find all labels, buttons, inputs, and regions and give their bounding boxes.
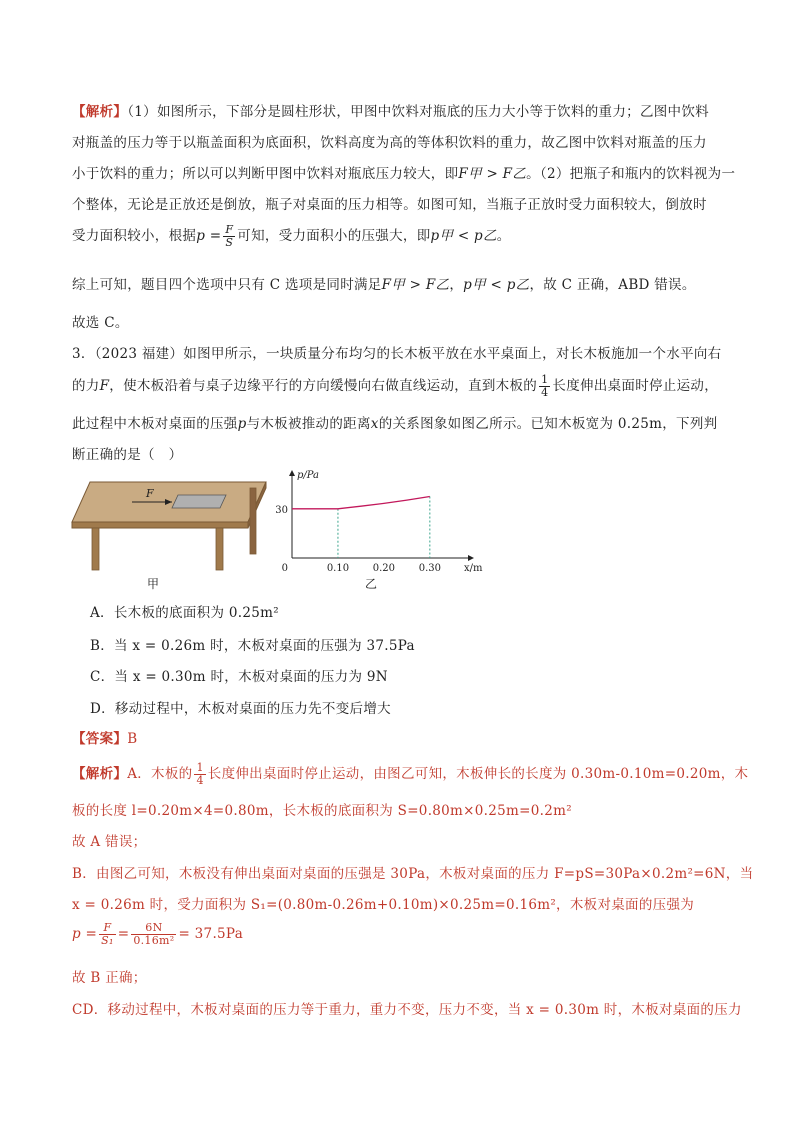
q3-line3: 此过程中木板对桌面的压强p与木板被推动的距离x的关系图象如图乙所示。已知木板宽为 0.25m，下列判: [72, 416, 718, 432]
analysis2-line5: x = 0.26m 时，受力面积为 S₁=(0.80m-0.26m+0.10m)×0.25m=0.16m²，木板对桌面的压强为: [72, 897, 695, 913]
origin-label: 0: [281, 563, 288, 574]
pressure-equation: p = $\frac{F}{\text{S₁}}$ = $\frac{6N}{\text{0.16m²}}$ = 37.5Pa: [72, 921, 244, 947]
caption-jia: 甲: [147, 577, 160, 591]
answer-line: [72, 727, 137, 747]
analysis1-line1: 【解析】（1）如图所示，下部分是圆柱形状，甲图中饮料对瓶底的压力大小等于饮料的重力；乙图中饮料: [72, 104, 709, 120]
q3-line4: 断正确的是（ ）: [72, 447, 183, 463]
analysis1-line3: 小于饮料的重力；所以可以判断甲图中饮料对瓶底压力较大，即F甲 > F乙。（2）把瓶子和瓶内的饮料视为一: [72, 166, 736, 182]
analysis1-line5: 受力面积较小，根据p = $\frac{F}{S}$ 可知，受力面积小的压强大，即p甲 < p乙。: [72, 223, 511, 249]
y-tick-label: 30: [275, 504, 288, 516]
x-tick-label: 0.20: [372, 563, 396, 574]
fraction-one-quarter: $\frac{1}{4}$: [541, 373, 549, 399]
fraction-F-over-S: $\frac{F}{S}$: [225, 223, 234, 249]
answer-tag: 【答案】: [72, 731, 128, 747]
x-axis-arrow: [468, 555, 474, 561]
table-figure: [70, 478, 270, 596]
analysis1-line6: 综上可知，题目四个选项中只有 C 选项是同时满足F甲 > F乙，p甲 < p乙，故 C 正确，ABD 错误。: [72, 277, 696, 293]
wood-board: [172, 495, 226, 508]
option-a: A．长木板的底面积为 0.25m²: [90, 605, 279, 621]
q3-line1: 3．（2023 福建）如图甲所示，一块质量分布均匀的长木板平放在水平桌面上，对长木板施加一个水平向右: [72, 346, 722, 362]
table-leg-back-right: [250, 488, 256, 554]
answer-value: B: [127, 731, 138, 747]
analysis2-line4: B．由图乙可知，木板没有伸出桌面对桌面的压强是 30Pa，木板对桌面的压力 F=pS=30Pa×0.2m²=6N，当: [72, 866, 754, 882]
pressure-curve: [292, 497, 430, 509]
analysis1-line4: 个整体，无论是正放还是倒放，瓶子对桌面的压力相等。如图可知，当瓶子正放时受力面积较大，倒放时: [72, 197, 707, 213]
analysis2-line3: 故 A 错误；: [72, 834, 147, 850]
math-force-compare: F甲 > F乙: [458, 166, 527, 182]
analysis1-conclusion: 故选 C。: [72, 315, 129, 331]
x-tick-label: 0.30: [418, 563, 441, 574]
option-b: B．当 x = 0.26m 时，木板对桌面的压强为 37.5Pa: [90, 638, 415, 654]
option-d: D．移动过程中，木板对桌面的压力先不变后增大: [90, 701, 391, 717]
q3-line2: 的力F，使木板沿着与桌子边缘平行的方向缓慢向右做直线运动，直到木板的 $\frac{1}{4}$ 长度伸出桌面时停止运动，: [72, 373, 719, 399]
analysis2-line8: CD．移动过程中，木板对桌面的压力等于重力，重力不变，压力不变，当 x = 0.30m 时，木板对桌面的压力: [72, 1002, 742, 1018]
force-label: F: [146, 487, 154, 500]
table-leg-front-left: [92, 528, 99, 570]
x-tick-label: 0.10: [326, 563, 350, 574]
analysis2-line1: 【解析】A．木板的 $\frac{1}{4}$ 长度伸出桌面时停止运动，由图乙可知，木板伸长的长度为 0.30m-0.10m=0.20m，木: [72, 761, 749, 787]
table-top-edge: [72, 522, 248, 528]
math-pressure-compare: p甲 < p乙: [430, 228, 497, 244]
analysis2-line7: 故 B 正确；: [72, 970, 147, 986]
analysis2-line2: 板的长度 l=0.20m×4=0.80m，长木板的底面积为 S=0.80m×0.25m=0.2m²: [72, 803, 572, 819]
option-c: C．当 x = 0.30m 时，木板对桌面的压力为 9N: [90, 669, 388, 685]
caption-yi: 乙: [365, 577, 378, 591]
pressure-distance-chart: [270, 466, 490, 578]
analysis-tag: 【解析】: [72, 104, 128, 120]
analysis1-line2: 对瓶盖的压力等于以瓶盖面积为底面积，饮料高度为高的等体积饮料的重力，故乙图中饮料对瓶盖的压力: [72, 135, 707, 151]
x-axis-label: x/m: [464, 563, 483, 574]
fraction-one-quarter-2: $\frac{1}{4}$: [196, 761, 204, 787]
table-leg-front-right: [216, 528, 223, 570]
y-axis-label: p/Pa: [297, 470, 320, 481]
y-axis-arrow: [289, 470, 295, 476]
